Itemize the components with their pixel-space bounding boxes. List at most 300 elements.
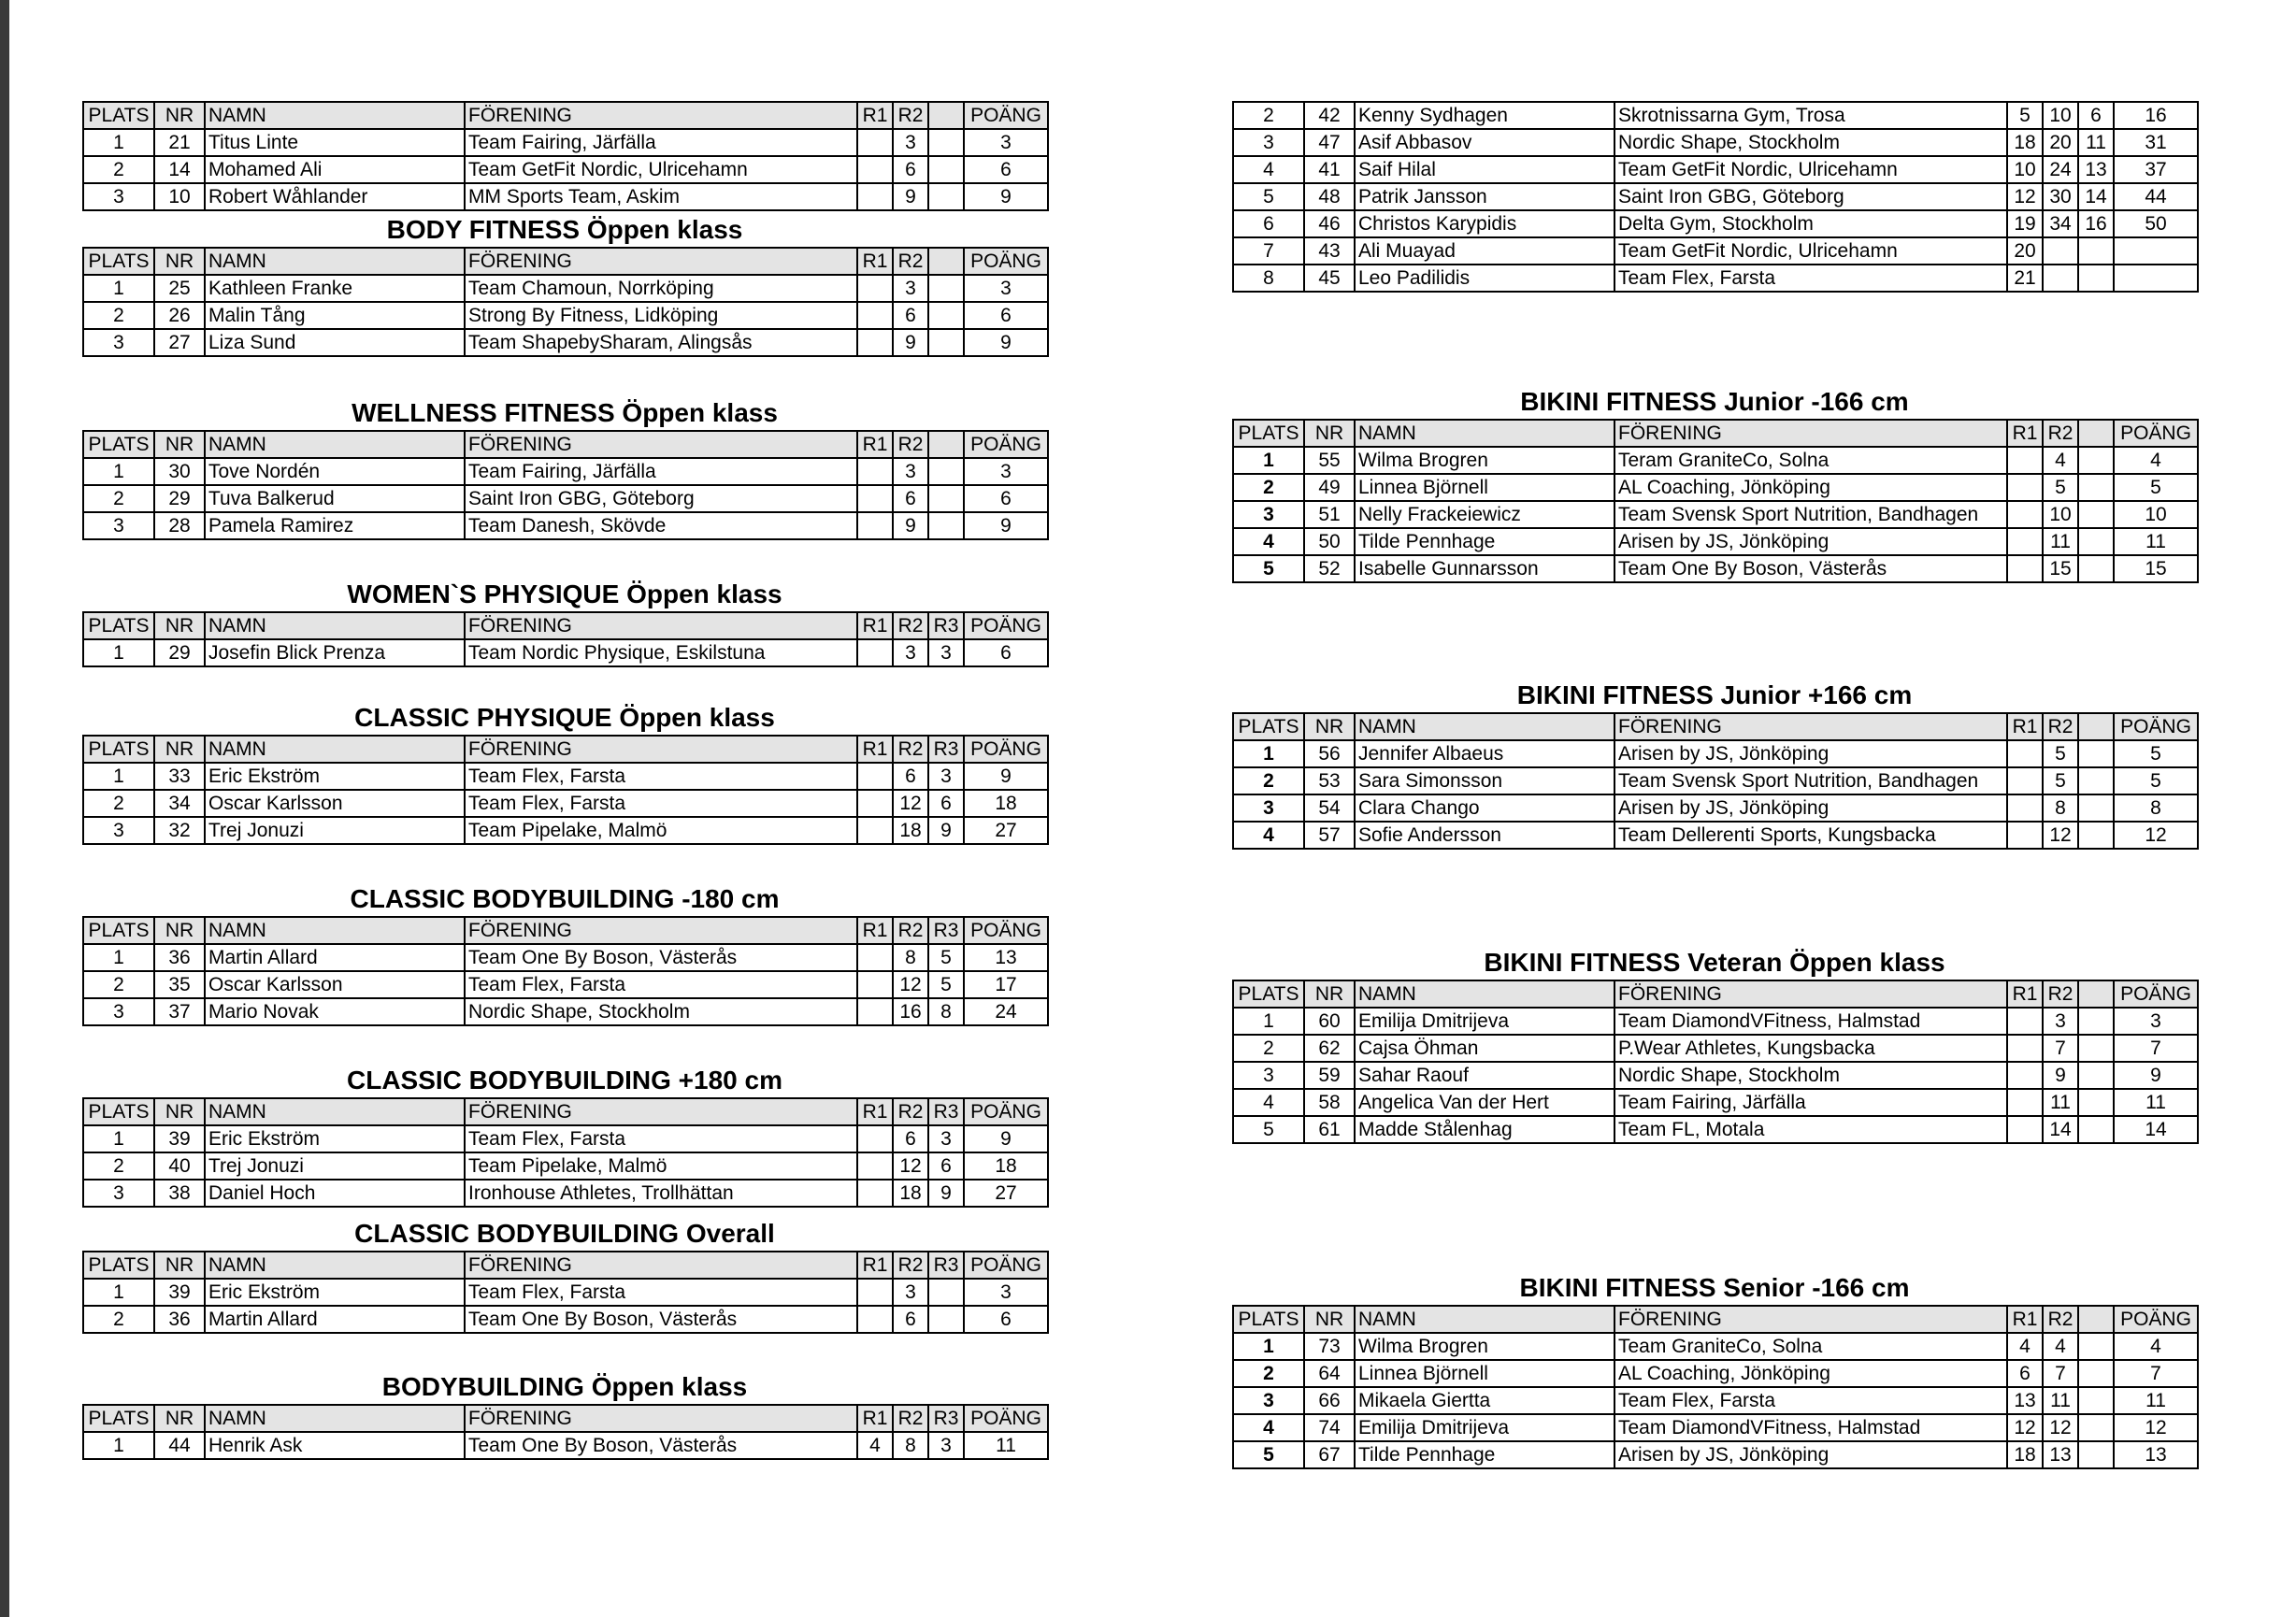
cell-nr: 39 (154, 1125, 205, 1152)
cell-nr: 73 (1304, 1333, 1355, 1360)
cell-r1 (2007, 1062, 2043, 1089)
table-row (1233, 447, 2198, 474)
cell-r3: 3 (928, 763, 964, 790)
results-section (82, 1064, 1047, 1208)
cell-namn: Tilde Pennhage (1355, 1441, 1614, 1468)
cell-namn: Leo Padilidis (1355, 265, 1614, 292)
cell-r3: 3 (928, 639, 964, 666)
header-r1: R1 (2007, 420, 2043, 447)
cell-namn: Liza Sund (205, 329, 465, 356)
cell-r2: 6 (893, 485, 928, 512)
cell-nr: 29 (154, 485, 205, 512)
cell-plats: 7 (1233, 237, 1304, 265)
cell-forening: Arisen by JS, Jönköping (1614, 794, 2007, 822)
header-r3: R3 (928, 1098, 964, 1125)
cell-r2: 12 (893, 971, 928, 998)
cell-forening: Team Danesh, Skövde (465, 512, 857, 539)
table-header-row (83, 248, 1048, 275)
header-namn: NAMN (205, 1405, 465, 1432)
cell-r3 (2078, 474, 2114, 501)
cell-nr: 62 (1304, 1035, 1355, 1062)
table-row (1233, 1414, 2198, 1441)
table-row (1233, 129, 2198, 156)
table-header-row (1233, 713, 2198, 740)
cell-namn: Emilija Dmitrijeva (1355, 1008, 1614, 1035)
cell-r3 (928, 129, 964, 156)
cell-r1 (857, 944, 893, 971)
cell-forening: Team GetFit Nordic, Ulricehamn (1614, 237, 2007, 265)
cell-plats: 3 (1233, 129, 1304, 156)
header-poang: POÄNG (964, 102, 1048, 129)
cell-forening: AL Coaching, Jönköping (1614, 474, 2007, 501)
header-forening: FÖRENING (465, 1405, 857, 1432)
cell-r3 (928, 512, 964, 539)
header-forening: FÖRENING (465, 736, 857, 763)
cell-poang: 6 (964, 1306, 1048, 1333)
header-plats: PLATS (1233, 713, 1304, 740)
cell-nr: 36 (154, 944, 205, 971)
cell-forening: Arisen by JS, Jönköping (1614, 740, 2007, 767)
cell-namn: Titus Linte (205, 129, 465, 156)
header-r3: R3 (928, 736, 964, 763)
cell-r2: 12 (893, 790, 928, 817)
header-r3 (928, 248, 964, 275)
cell-r1 (857, 1306, 893, 1333)
cell-nr: 52 (1304, 555, 1355, 582)
header-nr: NR (1304, 420, 1355, 447)
cell-forening: Team Flex, Farsta (1614, 265, 2007, 292)
cell-plats: 2 (83, 485, 154, 512)
cell-r2: 3 (2043, 1008, 2078, 1035)
table-row (83, 971, 1048, 998)
cell-nr: 47 (1304, 129, 1355, 156)
cell-r2: 6 (893, 763, 928, 790)
cell-namn: Eric Ekström (205, 763, 465, 790)
cell-forening: Team One By Boson, Västerås (465, 1432, 857, 1459)
cell-forening: MM Sports Team, Askim (465, 183, 857, 210)
header-forening: FÖRENING (465, 248, 857, 275)
cell-poang: 15 (2114, 555, 2198, 582)
cell-poang: 27 (964, 1180, 1048, 1207)
cell-nr: 58 (1304, 1089, 1355, 1116)
cell-poang: 11 (964, 1432, 1048, 1459)
cell-r3 (2078, 1360, 2114, 1387)
cell-namn: Eric Ekström (205, 1125, 465, 1152)
table-row (83, 1125, 1048, 1152)
cell-r1 (857, 1279, 893, 1306)
results-table (1232, 712, 2199, 850)
header-namn: NAMN (205, 431, 465, 458)
cell-poang: 27 (964, 817, 1048, 844)
header-r2: R2 (2043, 713, 2078, 740)
table-header-row (83, 431, 1048, 458)
header-forening: FÖRENING (465, 1252, 857, 1279)
cell-r2: 13 (2043, 1441, 2078, 1468)
cell-plats: 1 (83, 1432, 154, 1459)
cell-namn: Trej Jonuzi (205, 817, 465, 844)
header-r3 (2078, 713, 2114, 740)
header-r2: R2 (2043, 980, 2078, 1008)
header-poang: POÄNG (2114, 980, 2198, 1008)
table-row (83, 183, 1048, 210)
section-title: BIKINI FITNESS Veteran Öppen klass (1484, 948, 1945, 977)
cell-forening: P.Wear Athletes, Kungsbacka (1614, 1035, 2007, 1062)
header-r1: R1 (857, 431, 893, 458)
cell-r1 (857, 156, 893, 183)
cell-namn: Henrik Ask (205, 1432, 465, 1459)
cell-poang: 11 (2114, 1089, 2198, 1116)
cell-r1 (2007, 767, 2043, 794)
cell-nr: 35 (154, 971, 205, 998)
header-forening: FÖRENING (465, 612, 857, 639)
cell-poang: 12 (2114, 1414, 2198, 1441)
cell-nr: 39 (154, 1279, 205, 1306)
table-row (1233, 1116, 2198, 1143)
cell-poang: 50 (2114, 210, 2198, 237)
cell-r1 (857, 971, 893, 998)
cell-forening: Nordic Shape, Stockholm (465, 998, 857, 1025)
cell-forening: Team DiamondVFitness, Halmstad (1614, 1414, 2007, 1441)
cell-forening: Arisen by JS, Jönköping (1614, 528, 2007, 555)
header-plats: PLATS (83, 1252, 154, 1279)
cell-forening: Team Flex, Farsta (465, 971, 857, 998)
cell-r2: 5 (2043, 740, 2078, 767)
header-nr: NR (1304, 980, 1355, 1008)
cell-namn: Daniel Hoch (205, 1180, 465, 1207)
header-poang: POÄNG (964, 1405, 1048, 1432)
cell-nr: 44 (154, 1432, 205, 1459)
table-row (1233, 1089, 2198, 1116)
table-row (1233, 474, 2198, 501)
cell-plats: 5 (1233, 183, 1304, 210)
cell-forening: Team Flex, Farsta (465, 790, 857, 817)
cell-r3: 9 (928, 817, 964, 844)
cell-nr: 55 (1304, 447, 1355, 474)
cell-nr: 56 (1304, 740, 1355, 767)
cell-forening: Team ShapebySharam, Alingsås (465, 329, 857, 356)
cell-nr: 30 (154, 458, 205, 485)
table-row (1233, 555, 2198, 582)
table-row (83, 129, 1048, 156)
cell-r3 (2078, 1062, 2114, 1089)
header-r1: R1 (857, 102, 893, 129)
cell-r3: 11 (2078, 129, 2114, 156)
results-table (82, 1404, 1049, 1460)
results-section (82, 396, 1047, 540)
cell-forening: Nordic Shape, Stockholm (1614, 1062, 2007, 1089)
cell-r1 (857, 512, 893, 539)
table-row (1233, 1062, 2198, 1089)
cell-r2: 12 (893, 1152, 928, 1180)
cell-nr: 10 (154, 183, 205, 210)
header-forening: FÖRENING (465, 917, 857, 944)
header-nr: NR (1304, 1306, 1355, 1333)
cell-forening: Strong By Fitness, Lidköping (465, 302, 857, 329)
cell-namn: Martin Allard (205, 944, 465, 971)
cell-plats: 2 (83, 1306, 154, 1333)
cell-r3 (2078, 555, 2114, 582)
cell-poang: 37 (2114, 156, 2198, 183)
cell-r3: 3 (928, 1125, 964, 1152)
cell-nr: 45 (1304, 265, 1355, 292)
table-row (83, 998, 1048, 1025)
cell-r3: 9 (928, 1180, 964, 1207)
table-header-row (1233, 1306, 2198, 1333)
header-poang: POÄNG (964, 612, 1048, 639)
results-table (1232, 1305, 2199, 1469)
cell-r1 (857, 485, 893, 512)
cell-plats: 1 (1233, 740, 1304, 767)
cell-r3: 6 (928, 790, 964, 817)
table-row (83, 1180, 1048, 1207)
table-row (1233, 1441, 2198, 1468)
cell-forening: Team GetFit Nordic, Ulricehamn (1614, 156, 2007, 183)
cell-forening: Team Fairing, Järfälla (1614, 1089, 2007, 1116)
cell-poang: 3 (964, 1279, 1048, 1306)
cell-plats: 1 (83, 129, 154, 156)
cell-r1: 4 (857, 1432, 893, 1459)
table-row (1233, 794, 2198, 822)
table-row (1233, 1387, 2198, 1414)
cell-r3 (928, 458, 964, 485)
header-nr: NR (154, 612, 205, 639)
header-namn: NAMN (205, 1252, 465, 1279)
cell-forening: Saint Iron GBG, Göteborg (465, 485, 857, 512)
cell-plats: 4 (1233, 528, 1304, 555)
cell-plats: 2 (83, 971, 154, 998)
cell-poang: 3 (964, 458, 1048, 485)
cell-forening: Team One By Boson, Västerås (465, 1306, 857, 1333)
results-section (82, 1370, 1047, 1460)
cell-plats: 1 (83, 275, 154, 302)
table-row (83, 944, 1048, 971)
cell-r1 (2007, 528, 2043, 555)
cell-nr: 49 (1304, 474, 1355, 501)
header-r1: R1 (857, 248, 893, 275)
header-r2: R2 (893, 1405, 928, 1432)
cell-poang: 9 (964, 512, 1048, 539)
cell-r1 (2007, 1116, 2043, 1143)
cell-r3 (2078, 1441, 2114, 1468)
table-row (83, 817, 1048, 844)
cell-namn: Patrik Jansson (1355, 183, 1614, 210)
header-r3 (928, 102, 964, 129)
cell-forening: Team Fairing, Järfälla (465, 458, 857, 485)
table-row (1233, 1008, 2198, 1035)
cell-plats: 2 (1233, 1360, 1304, 1387)
cell-poang: 10 (2114, 501, 2198, 528)
cell-r2: 34 (2043, 210, 2078, 237)
cell-forening: Team Flex, Farsta (1614, 1387, 2007, 1414)
cell-forening: Team Flex, Farsta (465, 1279, 857, 1306)
results-section (82, 701, 1047, 845)
results-section (82, 1217, 1047, 1334)
cell-r2: 4 (2043, 1333, 2078, 1360)
table-row (1233, 183, 2198, 210)
cell-nr: 28 (154, 512, 205, 539)
header-forening: FÖRENING (465, 431, 857, 458)
table-row (1233, 1360, 2198, 1387)
table-row (83, 1152, 1048, 1180)
cell-r2: 30 (2043, 183, 2078, 210)
cell-forening: Team FL, Motala (1614, 1116, 2007, 1143)
header-r2: R2 (893, 248, 928, 275)
cell-plats: 3 (83, 998, 154, 1025)
cell-nr: 33 (154, 763, 205, 790)
table-row (1233, 1333, 2198, 1360)
cell-plats: 3 (83, 817, 154, 844)
cell-poang: 9 (2114, 1062, 2198, 1089)
cell-r2: 24 (2043, 156, 2078, 183)
cell-namn: Nelly Frackeiewicz (1355, 501, 1614, 528)
table-header-row (1233, 980, 2198, 1008)
table-row (83, 329, 1048, 356)
header-plats: PLATS (83, 248, 154, 275)
cell-poang: 9 (964, 763, 1048, 790)
cell-namn: Christos Karypidis (1355, 210, 1614, 237)
header-r3 (928, 431, 964, 458)
cell-r1 (857, 1125, 893, 1152)
cell-plats: 3 (1233, 794, 1304, 822)
cell-plats: 5 (1233, 555, 1304, 582)
table-row (83, 1306, 1048, 1333)
cell-forening: AL Coaching, Jönköping (1614, 1360, 2007, 1387)
cell-nr: 59 (1304, 1062, 1355, 1089)
cell-forening: Nordic Shape, Stockholm (1614, 129, 2007, 156)
cell-r3 (928, 183, 964, 210)
cell-namn: Ali Muayad (1355, 237, 1614, 265)
cell-plats: 4 (1233, 1414, 1304, 1441)
cell-poang: 13 (964, 944, 1048, 971)
cell-r3: 6 (928, 1152, 964, 1180)
header-plats: PLATS (83, 736, 154, 763)
cell-r1 (857, 763, 893, 790)
header-nr: NR (1304, 713, 1355, 740)
cell-r3 (2078, 740, 2114, 767)
cell-r1 (857, 998, 893, 1025)
cell-forening: Team Nordic Physique, Eskilstuna (465, 639, 857, 666)
cell-nr: 27 (154, 329, 205, 356)
cell-namn: Tuva Balkerud (205, 485, 465, 512)
table-header-row (83, 1098, 1048, 1125)
header-plats: PLATS (1233, 420, 1304, 447)
cell-nr: 61 (1304, 1116, 1355, 1143)
cell-forening: Team Dellerenti Sports, Kungsbacka (1614, 822, 2007, 849)
cell-nr: 50 (1304, 528, 1355, 555)
section-title: CLASSIC BODYBUILDING Overall (354, 1219, 775, 1248)
cell-r2: 11 (2043, 528, 2078, 555)
cell-r3: 13 (2078, 156, 2114, 183)
cell-namn: Saif Hilal (1355, 156, 1614, 183)
header-r1: R1 (857, 917, 893, 944)
cell-namn: Tove Nordén (205, 458, 465, 485)
header-poang: POÄNG (964, 1098, 1048, 1125)
header-namn: NAMN (205, 736, 465, 763)
header-nr: NR (154, 1405, 205, 1432)
table-header-row (83, 1405, 1048, 1432)
header-r2: R2 (893, 917, 928, 944)
cell-r2 (2043, 237, 2078, 265)
cell-r1 (2007, 1008, 2043, 1035)
table-row (83, 302, 1048, 329)
cell-namn: Sahar Raouf (1355, 1062, 1614, 1089)
cell-r3: 5 (928, 971, 964, 998)
cell-r3: 6 (2078, 102, 2114, 129)
cell-namn: Wilma Brogren (1355, 447, 1614, 474)
table-row (83, 1279, 1048, 1306)
header-namn: NAMN (1355, 420, 1614, 447)
cell-forening: Delta Gym, Stockholm (1614, 210, 2007, 237)
cell-r2: 9 (893, 183, 928, 210)
header-r2: R2 (893, 1252, 928, 1279)
results-table (82, 735, 1049, 845)
table-row (83, 485, 1048, 512)
cell-plats: 3 (1233, 1062, 1304, 1089)
table-row (83, 275, 1048, 302)
cell-r1 (857, 329, 893, 356)
cell-forening: Saint Iron GBG, Göteborg (1614, 183, 2007, 210)
cell-plats: 5 (1233, 1441, 1304, 1468)
cell-plats: 2 (83, 790, 154, 817)
cell-namn: Wilma Brogren (1355, 1333, 1614, 1360)
header-nr: NR (154, 1252, 205, 1279)
table-row (1233, 237, 2198, 265)
cell-forening: Skrotnissarna Gym, Trosa (1614, 102, 2007, 129)
results-table (1232, 980, 2199, 1144)
cell-nr: 57 (1304, 822, 1355, 849)
header-namn: NAMN (205, 612, 465, 639)
results-section (1232, 385, 2197, 583)
cell-poang: 4 (2114, 447, 2198, 474)
header-forening: FÖRENING (465, 1098, 857, 1125)
cell-plats: 1 (1233, 447, 1304, 474)
cell-r3 (2078, 794, 2114, 822)
results-table (82, 1097, 1049, 1208)
cell-plats: 1 (83, 763, 154, 790)
cell-poang: 5 (2114, 767, 2198, 794)
cell-poang: 12 (2114, 822, 2198, 849)
cell-poang: 11 (2114, 528, 2198, 555)
cell-r3 (2078, 265, 2114, 292)
cell-plats: 5 (1233, 1116, 1304, 1143)
header-r3: R3 (928, 612, 964, 639)
cell-plats: 1 (1233, 1333, 1304, 1360)
header-poang: POÄNG (964, 248, 1048, 275)
section-title: CLASSIC BODYBUILDING -180 cm (350, 884, 780, 913)
cell-namn: Mohamed Ali (205, 156, 465, 183)
table-row (1233, 528, 2198, 555)
cell-r2: 8 (893, 944, 928, 971)
cell-plats: 1 (83, 458, 154, 485)
results-table (82, 1251, 1049, 1334)
table-header-row (83, 736, 1048, 763)
cell-nr: 38 (154, 1180, 205, 1207)
cell-namn: Linnea Björnell (1355, 1360, 1614, 1387)
cell-r2: 7 (2043, 1035, 2078, 1062)
table-header-row (83, 917, 1048, 944)
cell-nr: 40 (154, 1152, 205, 1180)
cell-r1 (857, 790, 893, 817)
cell-nr: 60 (1304, 1008, 1355, 1035)
cell-nr: 34 (154, 790, 205, 817)
cell-r1 (857, 275, 893, 302)
results-section (1232, 679, 2197, 850)
cell-poang: 4 (2114, 1333, 2198, 1360)
cell-r3 (2078, 1333, 2114, 1360)
table-row (1233, 1035, 2198, 1062)
cell-plats: 2 (83, 1152, 154, 1180)
results-table (82, 247, 1049, 357)
